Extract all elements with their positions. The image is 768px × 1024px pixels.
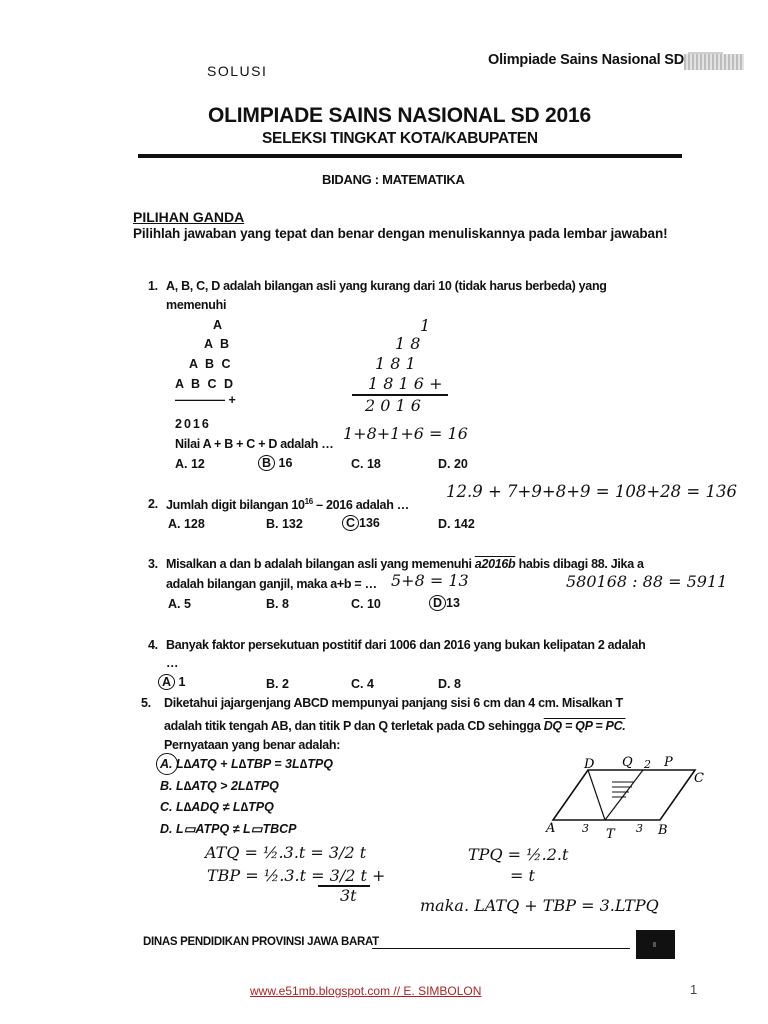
q1-hand-2016: 2 0 1 6 bbox=[365, 396, 421, 415]
q1-stack-a: A bbox=[213, 318, 225, 332]
q2-option-a: A. 128 bbox=[168, 517, 205, 531]
q4-number: 4. bbox=[148, 638, 158, 652]
header-right-text: Olimpiade Sains Nasional SD bbox=[488, 52, 723, 68]
q1-stack-abcd: A B C D bbox=[175, 377, 236, 391]
label-3a: 3 bbox=[582, 822, 589, 835]
q2-hand: 12.9 + 7+9+8+9 = 108+28 = 136 bbox=[446, 482, 737, 501]
q1-option-b-circle: B bbox=[258, 455, 275, 471]
q5-hand-atq: ATQ = ½.3.t = 3/2 t bbox=[205, 843, 367, 862]
q1-option-a: A. 12 bbox=[175, 457, 205, 471]
q5-option-c: C. L∆ADQ ≠ L∆TPQ bbox=[160, 800, 274, 814]
q3-option-d: D 13 bbox=[429, 595, 460, 611]
q5-text-line3: Pernyataan yang benar adalah: bbox=[164, 738, 341, 752]
q3-option-c: C. 10 bbox=[351, 597, 381, 611]
q3-hand-2: 580168 : 88 = 5911 bbox=[566, 572, 728, 591]
q4-option-a: A 1 bbox=[158, 674, 185, 690]
section-title: PILIHAN GANDA bbox=[133, 209, 245, 225]
footer-line bbox=[372, 948, 630, 949]
q5-hand-t: = t bbox=[510, 866, 535, 885]
q1-plus-line: ———— + bbox=[175, 393, 236, 407]
q2-option-b: B. 132 bbox=[266, 517, 303, 531]
q1-stack-abc: A B C bbox=[189, 357, 233, 371]
footer-dinas: DINAS PENDIDIKAN PROVINSI JAWA BARAT bbox=[143, 936, 379, 948]
q5-option-a: A. L∆ATQ + L∆TBP = 3L∆TPQ bbox=[160, 757, 333, 771]
q5-hand-3t: 3t bbox=[340, 886, 357, 905]
q1-sum: 2016 bbox=[175, 417, 211, 431]
q4-option-c: C. 4 bbox=[351, 677, 374, 691]
q5-option-d: D. L▭ATPQ ≠ L▭TBCP bbox=[160, 822, 297, 836]
bidang-label: BIDANG : MATEMATIKA bbox=[322, 172, 465, 187]
q4-option-b: B. 2 bbox=[266, 677, 289, 691]
label-p: P bbox=[664, 755, 673, 770]
q1-hand-1816: 1 8 1 6 + bbox=[368, 374, 443, 393]
page-title: OLIMPIADE SAINS NASIONAL SD 2016 bbox=[208, 104, 591, 127]
label-2: 2 bbox=[644, 758, 651, 771]
q2-option-d: D. 142 bbox=[438, 517, 475, 531]
segment-tq bbox=[588, 770, 605, 820]
q1-number: 1. bbox=[148, 279, 158, 293]
q5-hand-tpq: TPQ = ½.2.t bbox=[468, 845, 569, 864]
q3-option-a: A. 5 bbox=[168, 597, 191, 611]
q1-text-line1: A, B, C, D adalah bilangan asli yang kurang dari 10 (tidak harus berbeda) yang bbox=[166, 279, 607, 293]
footer-black-box bbox=[636, 930, 675, 959]
q2-option-c-circle: C bbox=[342, 515, 359, 531]
label-b: B bbox=[658, 823, 668, 838]
q5-text-line1: Diketahui jajargenjang ABCD mempunyai panjang sisi 6 cm dan 4 cm. Misalkan T bbox=[164, 696, 623, 710]
q4-text-line2: … bbox=[166, 656, 179, 670]
q4-option-d: D. 8 bbox=[438, 677, 461, 691]
label-q: Q bbox=[622, 755, 633, 770]
q1-hand-181: 1 8 1 bbox=[375, 354, 416, 373]
q5-option-a-circle bbox=[156, 753, 178, 775]
label-t: T bbox=[606, 827, 615, 842]
q5-hand-conclusion: maka. LATQ + TBP = 3.LTPQ bbox=[420, 896, 659, 915]
q1-option-d: D. 20 bbox=[438, 457, 468, 471]
label-a: A bbox=[546, 821, 556, 836]
q1-hand-answer: 1+8+1+6 = 16 bbox=[343, 424, 468, 443]
parallelogram-figure bbox=[540, 752, 710, 842]
q3-text-line1: Misalkan a dan b adalah bilangan asli yang memenuhi a2016b habis dibagi 88. Jika a bbox=[166, 557, 644, 571]
q2-text: Jumlah digit bilangan $10^{16} - 2016$ adalah … bbox=[166, 497, 409, 513]
section-instruction: Pilihlah jawaban yang tepat dan benar dengan menuliskannya pada lembar jawaban! bbox=[133, 226, 668, 241]
q1-stack-ab: A B bbox=[204, 337, 232, 351]
q3-number: 3. bbox=[148, 557, 158, 571]
q1-option-c: C. 18 bbox=[351, 457, 381, 471]
q1-ask: Nilai A + B + C + D adalah … bbox=[175, 437, 334, 451]
q5-text-line2: adalah titik tengah AB, dan titik P dan Q terletak pada CD sehingga DQ = QP = PC. bbox=[164, 719, 626, 733]
page-number: 1 bbox=[690, 982, 698, 997]
solusi-label: SOLUSI bbox=[207, 63, 268, 79]
q3-hand-1: 5+8 = 13 bbox=[391, 571, 469, 590]
q1-hand-1: 1 bbox=[420, 316, 431, 335]
q1-option-b: B 16 bbox=[258, 455, 292, 471]
segment-tp bbox=[605, 770, 643, 820]
q3-text-line2: adalah bilangan ganjil, maka a+b = … bbox=[166, 577, 377, 591]
q3-option-b: B. 8 bbox=[266, 597, 289, 611]
q4-text-line1: Banyak faktor persekutuan postitif dari 1006 dan 2016 yang bukan kelipatan 2 adalah bbox=[166, 638, 646, 652]
q4-option-a-circle: A bbox=[158, 674, 175, 690]
q2-option-c: C 136 bbox=[342, 515, 380, 531]
q5-number: 5. bbox=[141, 696, 151, 710]
q1-hand-18: 1 8 bbox=[395, 334, 421, 353]
footer-link[interactable]: www.e51mb.blogspot.com // E. SIMBOLON bbox=[250, 984, 482, 998]
label-c: C bbox=[694, 771, 704, 786]
q1-text-line2: memenuhi bbox=[166, 298, 227, 312]
q5-hand-tbp: TBP = ½.3.t = 3/2 t + bbox=[207, 866, 386, 885]
page-subtitle: SELEKSI TINGKAT KOTA/KABUPATEN bbox=[262, 130, 538, 147]
q5-option-b: B. L∆ATQ > 2L∆TPQ bbox=[160, 779, 279, 793]
scan-artifact-bar bbox=[684, 54, 744, 70]
q2-number: 2. bbox=[148, 497, 158, 511]
q3-option-d-circle: D bbox=[429, 595, 446, 611]
label-3b: 3 bbox=[636, 822, 643, 835]
title-rule bbox=[138, 154, 682, 158]
label-d: D bbox=[584, 757, 595, 772]
